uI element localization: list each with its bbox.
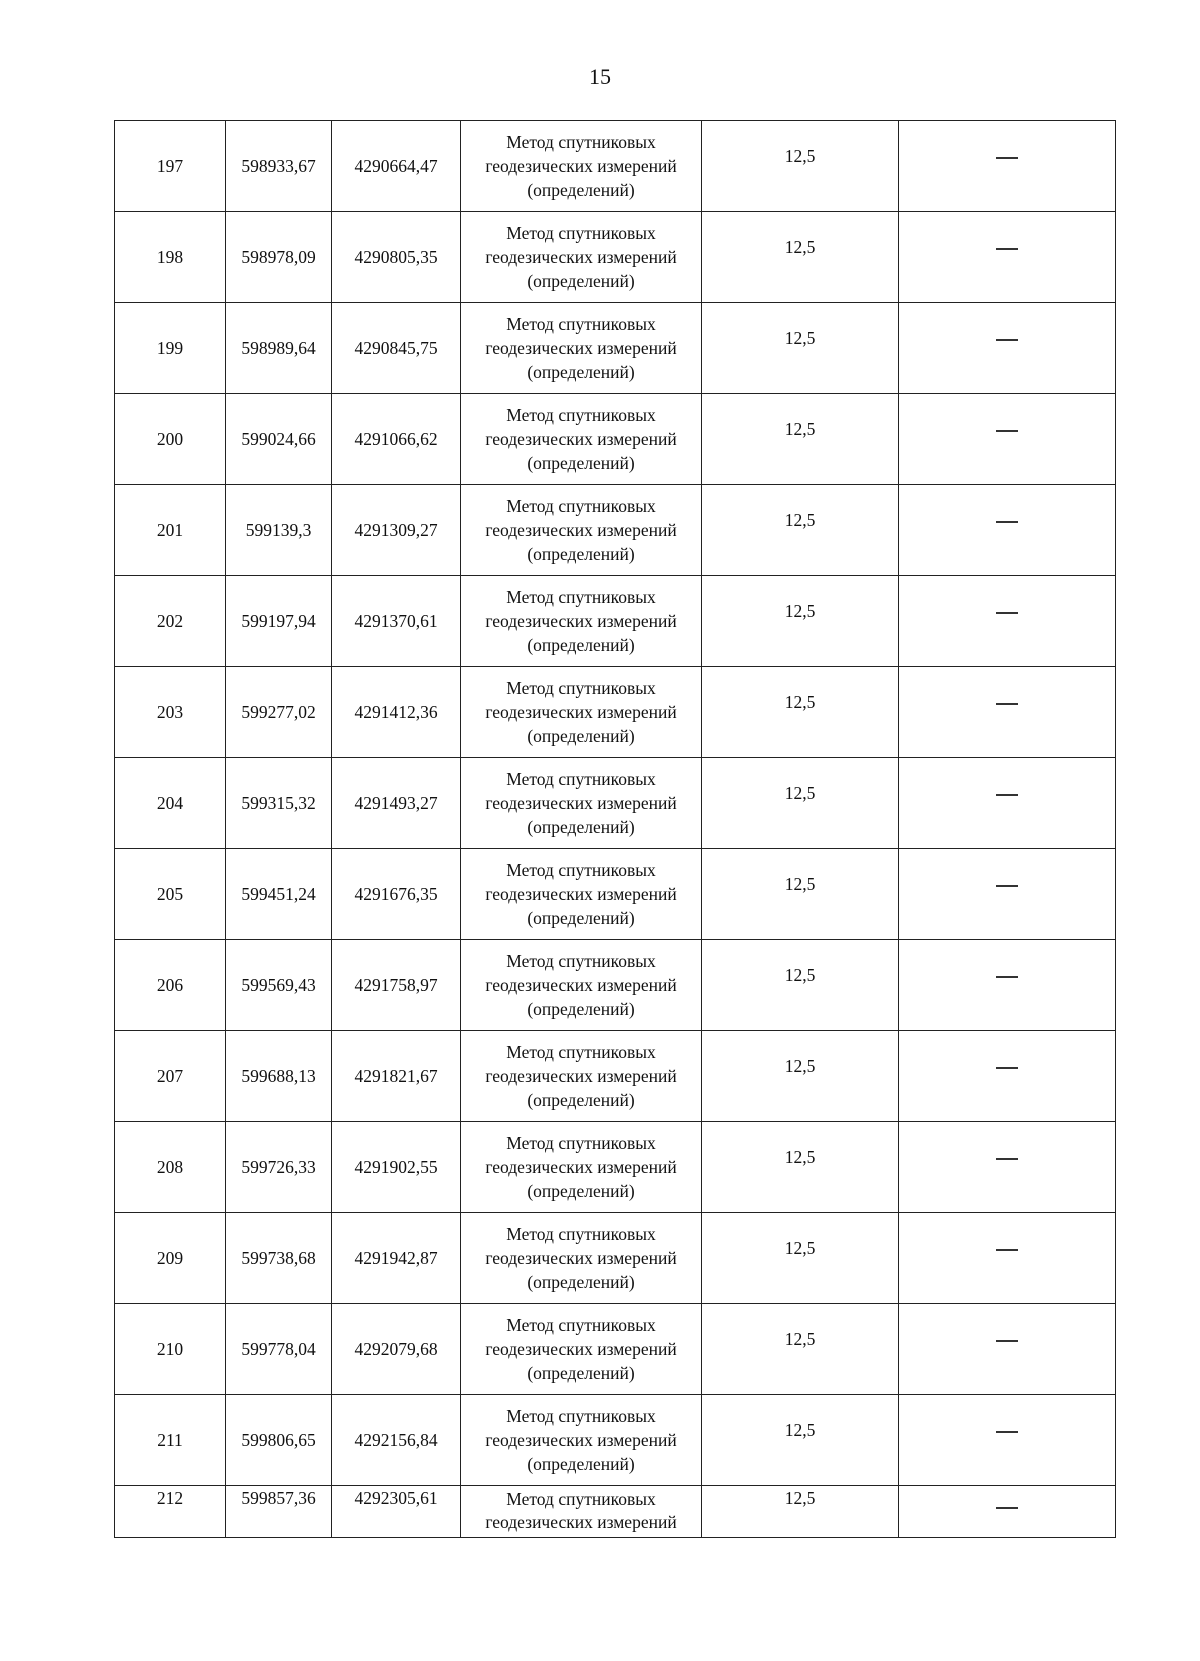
method-cell (461, 1395, 702, 1486)
y-coordinate-cell: 4291309,27 (332, 485, 461, 576)
dash-mark (996, 612, 1018, 614)
table-row (115, 1122, 1116, 1213)
method-line: геодезических измерений (485, 793, 677, 813)
accuracy-value: 12,5 (784, 1238, 816, 1258)
method-line: геодезических измерений (485, 338, 677, 358)
accuracy-value: 12,5 (784, 237, 816, 257)
point-number-cell: 207 (115, 1031, 226, 1122)
method-line: Метод спутниковых (506, 496, 656, 516)
note-cell (899, 303, 1116, 394)
method-cell (461, 758, 702, 849)
y-coordinate-cell: 4292156,84 (332, 1395, 461, 1486)
table-row (115, 1304, 1116, 1395)
method-line: Метод спутниковых (506, 860, 656, 880)
note-cell (899, 1213, 1116, 1304)
accuracy-cell (702, 576, 899, 667)
accuracy-cell (702, 212, 899, 303)
x-coordinate-cell: 599569,43 (226, 940, 332, 1031)
method-line: (определений) (527, 726, 635, 746)
method-line: Метод спутниковых (506, 223, 656, 243)
x-coordinate-cell: 599738,68 (226, 1213, 332, 1304)
method-line: геодезических измерений (485, 1430, 677, 1450)
method-line: (определений) (527, 544, 635, 564)
method-line: Метод спутниковых (506, 314, 656, 334)
method-line: (определений) (527, 999, 635, 1019)
method-line: Метод спутниковых (506, 1406, 656, 1426)
coordinates-table (114, 120, 1116, 1538)
y-coordinate-cell: 4291676,35 (332, 849, 461, 940)
method-cell (461, 940, 702, 1031)
point-number-cell: 209 (115, 1213, 226, 1304)
dash-mark (996, 794, 1018, 796)
method-line: геодезических измерений (485, 520, 677, 540)
method-line: геодезических измерений (485, 884, 677, 904)
method-line: геодезических измерений (485, 247, 677, 267)
method-line: (определений) (527, 1181, 635, 1201)
x-coordinate-cell: 599726,33 (226, 1122, 332, 1213)
note-cell (899, 1486, 1116, 1538)
dash-mark (996, 1158, 1018, 1160)
point-number-cell: 204 (115, 758, 226, 849)
accuracy-value: 12,5 (784, 692, 816, 712)
y-coordinate-cell: 4290805,35 (332, 212, 461, 303)
table-row (115, 849, 1116, 940)
accuracy-cell (702, 1213, 899, 1304)
method-line: геодезических измерений (485, 1339, 677, 1359)
point-number-cell: 212 (115, 1486, 226, 1538)
dash-mark (996, 885, 1018, 887)
y-coordinate-cell: 4291412,36 (332, 667, 461, 758)
method-line: Метод спутниковых (506, 769, 656, 789)
accuracy-cell (702, 1395, 899, 1486)
method-line: геодезических измерений (485, 429, 677, 449)
y-coordinate-cell: 4291370,61 (332, 576, 461, 667)
y-coordinate-cell: 4291493,27 (332, 758, 461, 849)
accuracy-cell (702, 849, 899, 940)
note-cell (899, 121, 1116, 212)
accuracy-cell (702, 303, 899, 394)
method-line: геодезических измерений (485, 156, 677, 176)
method-line: (определений) (527, 362, 635, 382)
dash-mark (996, 1249, 1018, 1251)
accuracy-value: 12,5 (784, 510, 816, 530)
accuracy-value: 12,5 (784, 1488, 816, 1508)
method-line: Метод спутниковых (506, 1224, 656, 1244)
x-coordinate-cell: 599315,32 (226, 758, 332, 849)
x-coordinate-cell: 598978,09 (226, 212, 332, 303)
dash-mark (996, 703, 1018, 705)
x-coordinate-cell: 599806,65 (226, 1395, 332, 1486)
method-line: (определений) (527, 180, 635, 200)
x-coordinate-cell: 599778,04 (226, 1304, 332, 1395)
note-cell (899, 1122, 1116, 1213)
method-line: геодезических измерений (485, 611, 677, 631)
method-line: (определений) (527, 1272, 635, 1292)
point-number-cell: 199 (115, 303, 226, 394)
note-cell (899, 212, 1116, 303)
method-line: Метод спутниковых (506, 1042, 656, 1062)
note-cell (899, 940, 1116, 1031)
note-cell (899, 849, 1116, 940)
accuracy-value: 12,5 (784, 601, 816, 621)
table-row (115, 1031, 1116, 1122)
method-cell (461, 1486, 702, 1538)
dash-mark (996, 976, 1018, 978)
note-cell (899, 394, 1116, 485)
method-line: геодезических измерений (485, 1157, 677, 1177)
method-line: Метод спутниковых (506, 132, 656, 152)
method-line: геодезических измерений (485, 1066, 677, 1086)
accuracy-value: 12,5 (784, 874, 816, 894)
note-cell (899, 667, 1116, 758)
point-number-cell: 211 (115, 1395, 226, 1486)
table-row (115, 1213, 1116, 1304)
note-cell (899, 1304, 1116, 1395)
method-cell (461, 849, 702, 940)
y-coordinate-cell: 4290845,75 (332, 303, 461, 394)
dash-mark (996, 248, 1018, 250)
method-line: (определений) (527, 635, 635, 655)
method-line: Метод спутниковых (506, 951, 656, 971)
accuracy-value: 12,5 (784, 146, 816, 166)
accuracy-value: 12,5 (784, 1420, 816, 1440)
method-line: (определений) (527, 453, 635, 473)
table-row (115, 940, 1116, 1031)
accuracy-value: 12,5 (784, 965, 816, 985)
table-row (115, 1395, 1116, 1486)
note-cell (899, 485, 1116, 576)
note-cell (899, 1395, 1116, 1486)
x-coordinate-cell: 599139,3 (226, 485, 332, 576)
dash-mark (996, 1507, 1018, 1509)
accuracy-cell (702, 485, 899, 576)
method-cell (461, 1213, 702, 1304)
table-row (115, 485, 1116, 576)
method-line: геодезических измерений (485, 1512, 677, 1532)
x-coordinate-cell: 599024,66 (226, 394, 332, 485)
accuracy-cell (702, 1486, 899, 1538)
table-row (115, 667, 1116, 758)
point-number-cell: 197 (115, 121, 226, 212)
method-cell (461, 667, 702, 758)
dash-mark (996, 1340, 1018, 1342)
dash-mark (996, 521, 1018, 523)
method-line: геодезических измерений (485, 1248, 677, 1268)
method-line: (определений) (527, 817, 635, 837)
method-line: Метод спутниковых (506, 405, 656, 425)
method-line: (определений) (527, 271, 635, 291)
method-line: Метод спутниковых (506, 1315, 656, 1335)
method-line: (определений) (527, 1454, 635, 1474)
method-line: Метод спутниковых (506, 1489, 656, 1509)
note-cell (899, 1031, 1116, 1122)
x-coordinate-cell: 599688,13 (226, 1031, 332, 1122)
accuracy-value: 12,5 (784, 419, 816, 439)
page-number: 15 (589, 64, 611, 89)
method-cell (461, 1122, 702, 1213)
note-cell (899, 576, 1116, 667)
accuracy-value: 12,5 (784, 1329, 816, 1349)
table-row (115, 394, 1116, 485)
point-number-cell: 200 (115, 394, 226, 485)
point-number-cell: 210 (115, 1304, 226, 1395)
table-body (115, 121, 1116, 1538)
method-line: (определений) (527, 1363, 635, 1383)
dash-mark (996, 1067, 1018, 1069)
method-line: Метод спутниковых (506, 1133, 656, 1153)
y-coordinate-cell: 4291758,97 (332, 940, 461, 1031)
x-coordinate-cell: 599451,24 (226, 849, 332, 940)
point-number-cell: 202 (115, 576, 226, 667)
method-cell (461, 212, 702, 303)
table-row (115, 212, 1116, 303)
method-cell (461, 576, 702, 667)
method-cell (461, 121, 702, 212)
point-number-cell: 208 (115, 1122, 226, 1213)
accuracy-value: 12,5 (784, 1147, 816, 1167)
accuracy-cell (702, 758, 899, 849)
table-row (115, 576, 1116, 667)
point-number-cell: 205 (115, 849, 226, 940)
dash-mark (996, 339, 1018, 341)
method-line: геодезических измерений (485, 702, 677, 722)
x-coordinate-cell: 599277,02 (226, 667, 332, 758)
point-number-cell: 198 (115, 212, 226, 303)
y-coordinate-cell: 4291902,55 (332, 1122, 461, 1213)
table-row (115, 121, 1116, 212)
method-line: Метод спутниковых (506, 678, 656, 698)
accuracy-cell (702, 394, 899, 485)
point-number-cell: 201 (115, 485, 226, 576)
y-coordinate-cell: 4291821,67 (332, 1031, 461, 1122)
accuracy-value: 12,5 (784, 783, 816, 803)
method-line: (определений) (527, 908, 635, 928)
dash-mark (996, 157, 1018, 159)
y-coordinate-cell: 4292079,68 (332, 1304, 461, 1395)
method-cell (461, 485, 702, 576)
x-coordinate-cell: 599197,94 (226, 576, 332, 667)
method-line: Метод спутниковых (506, 587, 656, 607)
y-coordinate-cell: 4291942,87 (332, 1213, 461, 1304)
dash-mark (996, 430, 1018, 432)
point-number-cell: 203 (115, 667, 226, 758)
method-cell (461, 394, 702, 485)
table-row (115, 758, 1116, 849)
table-row (115, 1486, 1116, 1538)
dash-mark (996, 1431, 1018, 1433)
method-cell (461, 1304, 702, 1395)
method-cell (461, 1031, 702, 1122)
y-coordinate-cell: 4291066,62 (332, 394, 461, 485)
point-number-cell: 206 (115, 940, 226, 1031)
x-coordinate-cell: 598989,64 (226, 303, 332, 394)
accuracy-value: 12,5 (784, 1056, 816, 1076)
y-coordinate-cell: 4292305,61 (332, 1486, 461, 1538)
method-line: геодезических измерений (485, 975, 677, 995)
y-coordinate-cell: 4290664,47 (332, 121, 461, 212)
method-line: (определений) (527, 1090, 635, 1110)
method-cell (461, 303, 702, 394)
accuracy-cell (702, 667, 899, 758)
accuracy-cell (702, 121, 899, 212)
note-cell (899, 758, 1116, 849)
accuracy-cell (702, 940, 899, 1031)
table-row (115, 303, 1116, 394)
x-coordinate-cell: 598933,67 (226, 121, 332, 212)
accuracy-value: 12,5 (784, 328, 816, 348)
accuracy-cell (702, 1122, 899, 1213)
accuracy-cell (702, 1031, 899, 1122)
accuracy-cell (702, 1304, 899, 1395)
x-coordinate-cell: 599857,36 (226, 1486, 332, 1538)
